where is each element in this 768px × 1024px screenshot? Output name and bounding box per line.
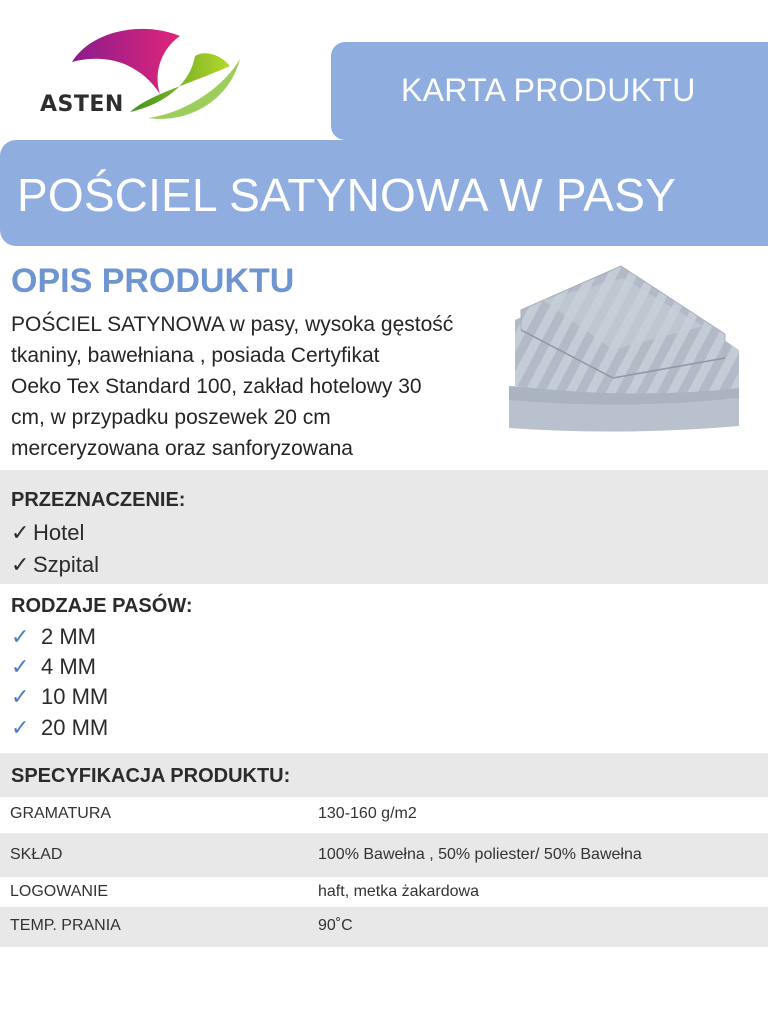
product-title: POŚCIEL SATYNOWA W PASY [17, 169, 676, 221]
list-item: ✓ Szpital [11, 552, 100, 577]
spec-value: 90˚C [318, 917, 353, 934]
spec-row [0, 797, 768, 833]
przeznaczenie-title: PRZEZNACZENIE: [11, 489, 186, 511]
check-icon: ✓ [11, 520, 30, 545]
check-icon: ✓ [11, 654, 30, 679]
spec-row [0, 877, 768, 907]
check-icon: ✓ [11, 715, 30, 740]
opis-title: OPIS PRODUKTU [11, 262, 295, 300]
asten-logo [30, 14, 250, 126]
spec-row [0, 833, 768, 877]
karta-produktu-label: KARTA PRODUKTU [401, 72, 696, 108]
opis-line: Oeko Tex Standard 100, zakład hotelowy 30 [11, 375, 422, 398]
spec-row [0, 907, 768, 947]
check-icon: ✓ [11, 624, 30, 649]
spec-label: TEMP. PRANIA [10, 917, 121, 934]
logo-text: ASTEN [40, 92, 124, 117]
opis-line: merceryzowana oraz sanforyzowana [11, 437, 353, 460]
opis-line: POŚCIEL SATYNOWA w pasy, wysoka gęstość [11, 313, 454, 336]
spec-value: 100% Bawełna , 50% poliester/ 50% Bawełna [318, 846, 642, 863]
list-item: ✓ 4 MM [11, 654, 96, 679]
spec-title: SPECYFIKACJA PRODUKTU: [11, 765, 291, 787]
list-item: ✓ 20 MM [11, 715, 109, 740]
product-image [503, 260, 745, 438]
opis-line: cm, w przypadku poszewek 20 cm [11, 406, 331, 429]
spec-label: SKŁAD [10, 846, 63, 863]
product-title-band [0, 140, 768, 246]
bedsheet-image-icon [503, 260, 745, 438]
opis-line: tkaniny, bawełniana , posiada Certyfikat [11, 344, 380, 367]
check-icon: ✓ [11, 684, 30, 709]
rodzaje-title: RODZAJE PASÓW: [11, 595, 193, 617]
spec-value: 130-160 g/m2 [318, 805, 417, 822]
check-icon: ✓ [11, 552, 30, 577]
opis-text [11, 309, 491, 464]
list-item: ✓ Hotel [11, 520, 85, 545]
przeznaczenie-section [0, 470, 768, 584]
list-item: ✓ 10 MM [11, 684, 109, 709]
list-item: ✓ 2 MM [11, 624, 96, 649]
spec-label: LOGOWANIE [10, 883, 109, 900]
spec-label: GRAMATURA [10, 805, 112, 822]
karta-produktu-banner [331, 42, 768, 140]
spec-value: haft, metka żakardowa [318, 883, 479, 900]
